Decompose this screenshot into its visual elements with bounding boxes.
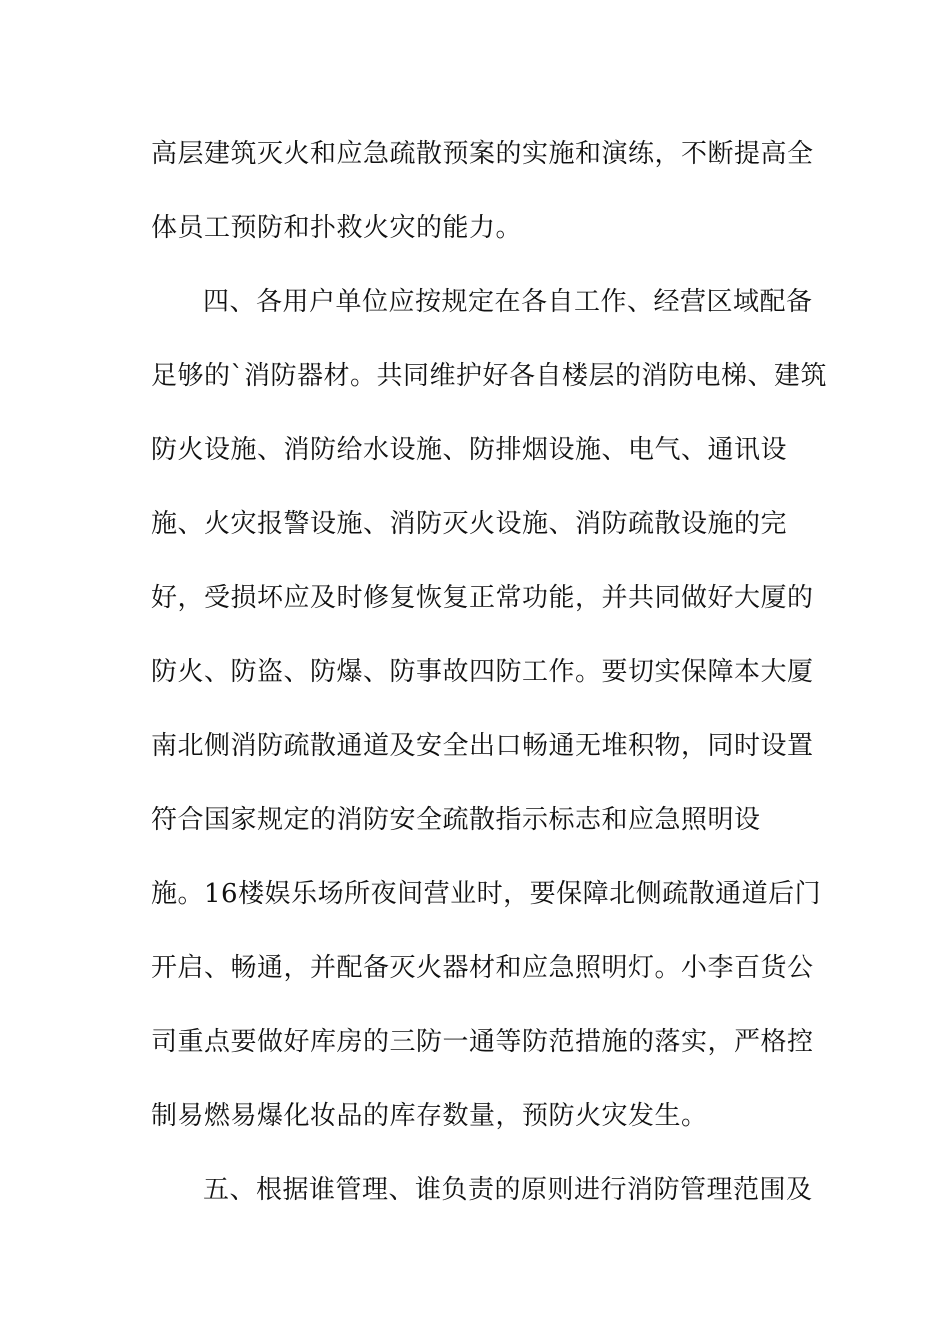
paragraph-line: 高层建筑灭火和应急疏散预案的实施和演练，不断提高全 [151, 139, 814, 169]
paragraph-line: 开启、畅通，并配备灭火器材和应急照明灯。小李百货公 [151, 953, 814, 983]
paragraph-line: 施。16楼娱乐场所夜间营业时，要保障北侧疏散通道后门 [151, 879, 822, 909]
paragraph-line: 五、根据谁管理、谁负责的原则进行消防管理范围及 [203, 1175, 813, 1205]
paragraph-line: 防火设施、消防给水设施、防排烟设施、电气、通讯设 [151, 435, 788, 465]
paragraph-line: 体员工预防和扑救火灾的能力。 [151, 213, 523, 243]
paragraph-line: 防火、防盗、防爆、防事故四防工作。要切实保障本大厦 [151, 657, 814, 687]
paragraph-line: 南北侧消防疏散通道及安全出口畅通无堆积物，同时设置 [151, 731, 814, 761]
paragraph-line: 司重点要做好库房的三防一通等防范措施的落实，严格控 [151, 1027, 814, 1057]
paragraph-line: 符合国家规定的消防安全疏散指示标志和应急照明设 [151, 805, 761, 835]
paragraph-line: 四、各用户单位应按规定在各自工作、经营区域配备 [203, 287, 813, 317]
paragraph-line: 制易燃易爆化妆品的库存数量，预防火灾发生。 [151, 1101, 708, 1131]
paragraph-line: 好，受损坏应及时修复恢复正常功能，并共同做好大厦的 [151, 583, 814, 613]
paragraph-line: 足够的`消防器材。共同维护好各自楼层的消防电梯、建筑 [151, 361, 828, 391]
paragraph-line: 施、火灾报警设施、消防灭火设施、消防疏散设施的完 [151, 509, 788, 539]
